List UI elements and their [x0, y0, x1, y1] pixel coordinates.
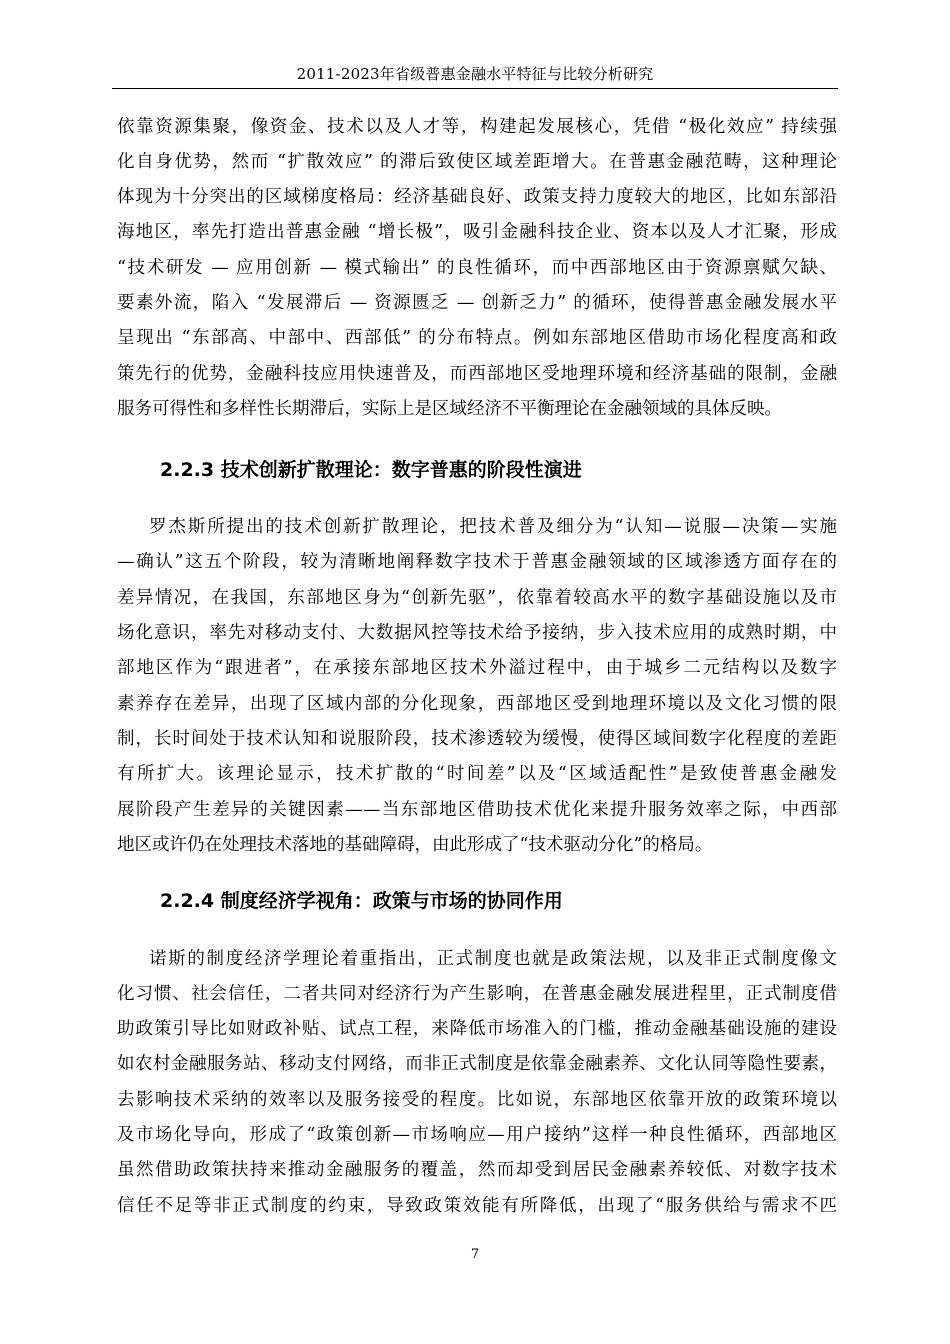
text-line: 海地区，率先打造出普惠金融 “增长极”，吸引金融科技企业、资本以及人才汇聚，形成: [117, 222, 837, 242]
text-line: 差异情况，在我国，东部地区身为“创新先驱”，依靠着较高水平的数字基础设施以及市: [117, 588, 837, 608]
header-rule: [112, 88, 838, 89]
text-line: 信任不足等非正式制度的约束，导致政策效能有所降低，出现了“服务供给与需求不匹: [117, 1196, 837, 1216]
text-line: 体现为十分突出的区域梯度格局：经济基础良好、政策支持力度较大的地区，比如东部沿: [117, 187, 837, 207]
text-line: 罗杰斯所提出的技术创新扩散理论，把技术普及细分为“认知—说服—决策—实施: [149, 517, 837, 537]
text-line: 有所扩大。该理论显示，技术扩散的“时间差”以及“区域适配性”是致使普惠金融发: [117, 764, 837, 784]
page-number: 7: [470, 1247, 480, 1262]
text-line: 如农村金融服务站、移动支付网络，而非正式制度是依靠金融素养、文化认同等隐性要素，: [117, 1054, 837, 1074]
section-heading-2-2-4: 2.2.4 制度经济学视角：政策与市场的协同作用: [160, 890, 563, 912]
text-line: —确认”这五个阶段，较为清晰地阐释数字技术于普惠金融领域的区域渗透方面存在的: [117, 552, 837, 572]
header-title: 2011-2023年省级普惠金融水平特征与比较分析研究: [296, 65, 654, 83]
text-line: 展阶段产生差异的关键因素——当东部地区借助技术优化来提升服务效率之际，中西部: [117, 800, 837, 820]
text-line: 地区或许仍在处理技术落地的基础障碍，由此形成了“技术驱动分化”的格局。: [117, 835, 713, 855]
text-line: 去影响技术采纳的效率以及服务接受的程度。比如说，东部地区依靠开放的政策环境以: [117, 1090, 837, 1110]
text-line: 虽然借助政策扶持来推动金融服务的覆盖，然而却受到居民金融素养较低、对数字技术: [117, 1160, 837, 1180]
text-line: “技术研发 — 应用创新 — 模式输出” 的良性循环，而中西部地区由于资源禀赋欠缺、: [117, 258, 837, 278]
text-line: 部地区作为“跟进者”，在承接东部地区技术外溢过程中，由于城乡二元结构以及数字: [117, 658, 837, 678]
text-line: 服务可得性和多样性长期滞后，实际上是区域经济不平衡理论在金融领域的具体反映。: [117, 399, 782, 419]
text-line: 呈现出 “东部高、中部中、西部低” 的分布特点。例如东部地区借助市场化程度高和政: [117, 328, 837, 348]
text-line: 依靠资源集聚，像资金、技术以及人才等，构建起发展核心，凭借 “极化效应” 持续强: [117, 117, 837, 137]
text-line: 化习惯、社会信任，二者共同对经济行为产生影响，在普惠金融发展进程里，正式制度借: [117, 984, 837, 1004]
text-line: 素养存在差异，出现了区域内部的分化现象，西部地区受到地理环境以及文化习惯的限: [117, 694, 837, 714]
section-heading-2-2-3: 2.2.3 技术创新扩散理论：数字普惠的阶段性演进: [160, 459, 582, 481]
text-line: 诺斯的制度经济学理论着重指出，正式制度也就是政策法规，以及非正式制度像文: [149, 949, 837, 969]
text-line: 及市场化导向，形成了“政策创新—市场响应—用户接纳”这样一种良性循环，西部地区: [117, 1125, 837, 1145]
text-line: 制，长时间处于技术认知和说服阶段，技术渗透较为缓慢，使得区域间数字化程度的差距: [117, 729, 837, 749]
text-line: 场化意识，率先对移动支付、大数据风控等技术给予接纳，步入技术应用的成熟时期，中: [117, 623, 837, 643]
text-line: 化自身优势，然而 “扩散效应” 的滞后致使区域差距增大。在普惠金融范畴，这种理论: [117, 152, 837, 172]
text-line: 策先行的优势，金融科技应用快速普及，而西部地区受地理环境和经济基础的限制，金融: [117, 364, 837, 384]
text-line: 要素外流，陷入 “发展滞后 — 资源匮乏 — 创新乏力” 的循环，使得普惠金融发展水平: [117, 293, 837, 313]
text-line: 助政策引导比如财政补贴、试点工程，来降低市场准入的门槛，推动金融基础设施的建设: [117, 1019, 837, 1039]
